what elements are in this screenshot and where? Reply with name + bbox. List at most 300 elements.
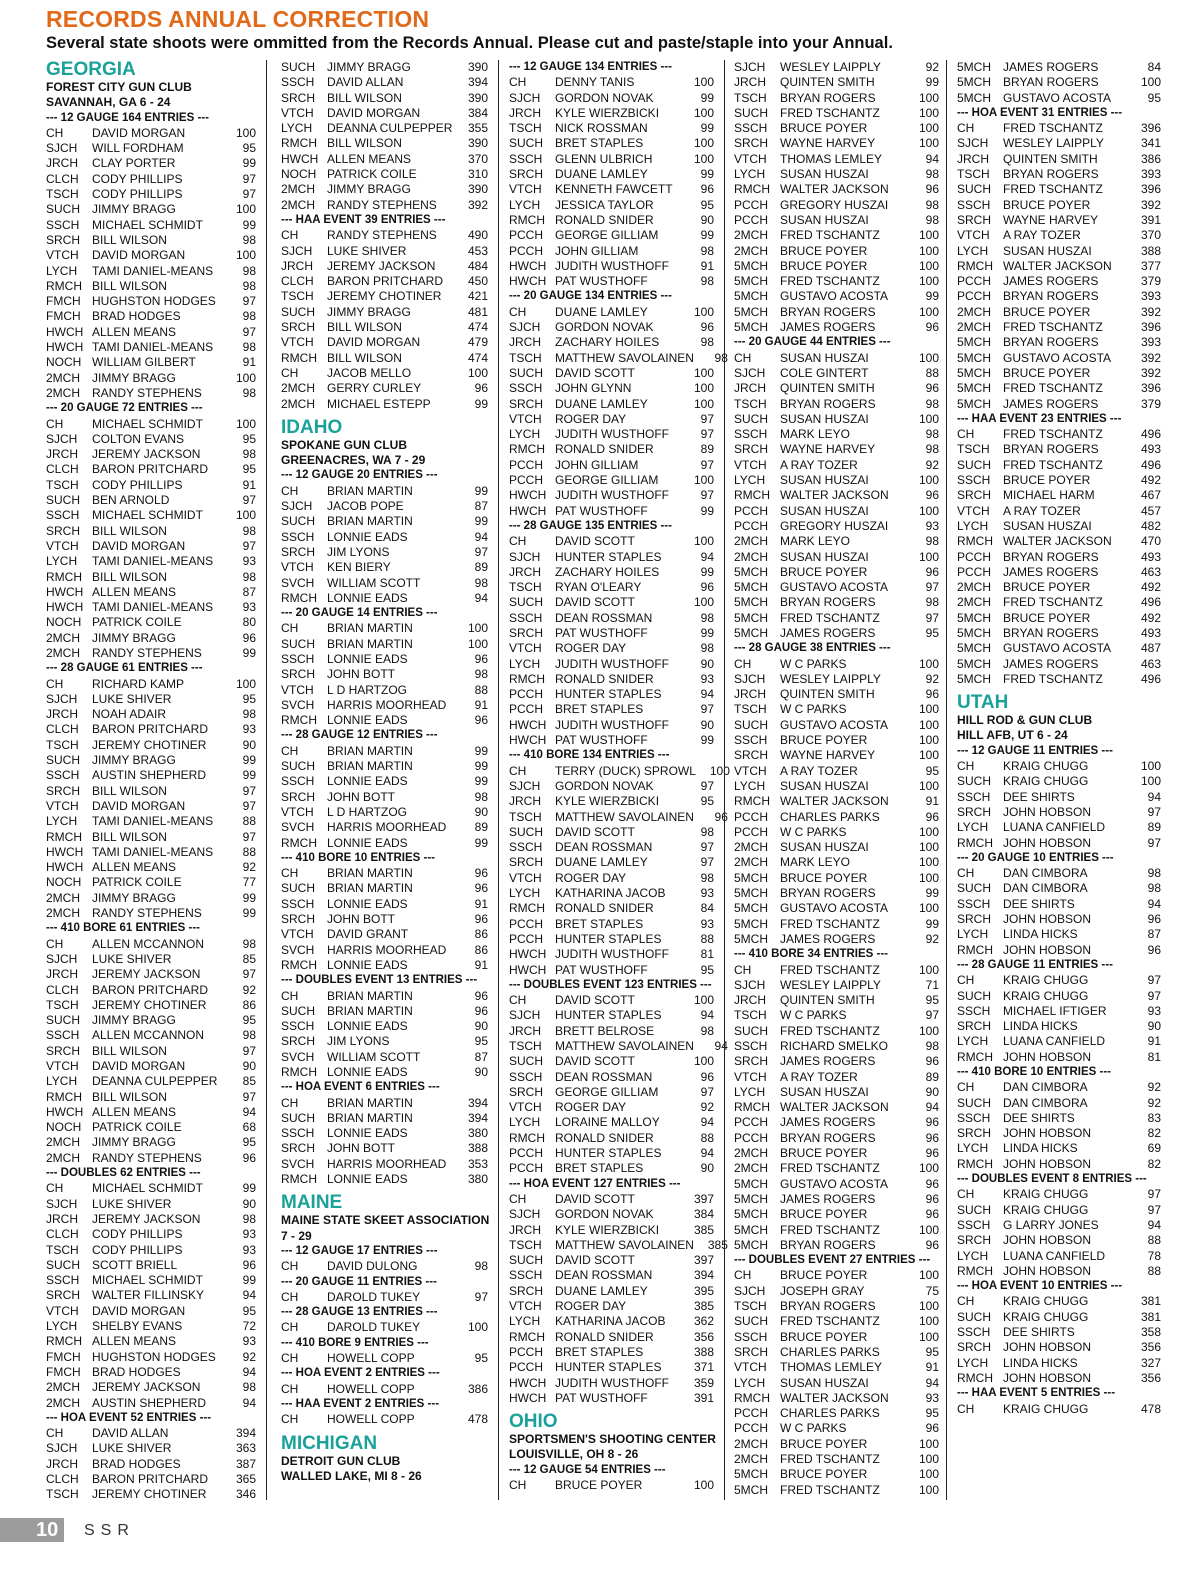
result-row (957, 519, 1161, 534)
result-row (281, 1004, 488, 1019)
class-code: SVCH (281, 697, 315, 712)
shooter-name: GUSTAVO ACOSTA (780, 580, 889, 595)
score: 98 (925, 427, 939, 442)
class-code: 2MCH (734, 228, 769, 243)
class-code: SUCH (957, 1095, 992, 1110)
shooter-name: BRYAN ROGERS (1003, 442, 1099, 457)
shooter-name: JUDITH WUSTHOFF (555, 488, 669, 503)
score: 346 (235, 1487, 256, 1502)
shooter-name: BEN ARNOLD (92, 493, 170, 508)
shooter-name: WESLEY LAIPPLY (1003, 136, 1104, 151)
shooter-name: PATRICK COILE (327, 167, 417, 182)
class-code: PCCH (509, 1146, 544, 1161)
result-row (46, 799, 256, 814)
club-info: SAVANNAH, GA 6 - 24 (46, 95, 171, 110)
score: 97 (1147, 973, 1161, 988)
score: 100 (467, 1320, 488, 1335)
shooter-name: KATHARINA JACOB (555, 1314, 666, 1329)
score: 394 (235, 1426, 256, 1441)
shooter-name: MATTHEW SAVOLAINEN (555, 809, 694, 824)
score: 100 (918, 243, 939, 258)
score: 394 (693, 1268, 714, 1283)
result-row (281, 1019, 488, 1034)
class-code: RMCH (957, 258, 993, 273)
shooter-name: KYLE WIERZBICKI (555, 105, 660, 120)
class-code: PCCH (734, 197, 769, 212)
shooter-name: A RAY TOZER (780, 1069, 858, 1084)
class-code: SRCH (957, 1340, 992, 1355)
score: 91 (474, 896, 488, 911)
shooter-name: GLENN ULBRICH (555, 151, 653, 166)
class-code: LYCH (509, 656, 541, 671)
score: 95 (1147, 90, 1161, 105)
result-row (734, 366, 939, 381)
result-row (281, 530, 488, 545)
result-row (957, 458, 1161, 473)
shooter-name: JOHN HOBSON (1003, 1340, 1092, 1355)
result-row (46, 1181, 256, 1196)
class-code: SRCH (957, 1126, 992, 1141)
result-row (509, 1314, 714, 1329)
shooter-name: BILL WILSON (92, 829, 167, 844)
shooter-name: RANDY STEPHENS (92, 906, 202, 921)
class-code: LYCH (957, 518, 989, 533)
shooter-name: JEREMY CHOTINER (92, 737, 207, 752)
result-row (509, 917, 714, 932)
result-row (957, 167, 1161, 182)
result-row (957, 943, 1161, 958)
result-row (509, 809, 728, 825)
class-code: 5MCH (957, 656, 992, 671)
score: 479 (467, 335, 488, 350)
score: 94 (1147, 789, 1161, 804)
shooter-name: GUSTAVO ACOSTA (780, 1176, 889, 1191)
score: 97 (242, 829, 256, 844)
class-code: SSCH (509, 1268, 543, 1283)
result-row (509, 779, 714, 794)
shooter-name: BRIAN MARTIN (327, 759, 413, 774)
result-row (281, 1157, 488, 1172)
class-code: CH (281, 1095, 299, 1110)
class-code: 2MCH (46, 1395, 81, 1410)
result-row (734, 351, 939, 366)
shooter-name: BRUCE POYER (1003, 197, 1091, 212)
shooter-name: DAVID ALLAN (327, 75, 404, 90)
class-code: SRCH (734, 1344, 769, 1359)
result-row (734, 289, 939, 304)
score: 97 (242, 538, 256, 553)
score: 96 (925, 1421, 939, 1436)
class-code: SSCH (46, 217, 80, 232)
footer-brand: SSR (84, 1522, 135, 1539)
state-heading: MICHIGAN (281, 1432, 378, 1454)
shooter-name: BRYAN ROGERS (1003, 549, 1099, 564)
score: 99 (925, 289, 939, 304)
score: 482 (1140, 518, 1161, 533)
shooter-name: LORAINE MALLOY (555, 1115, 660, 1130)
result-row (734, 60, 939, 75)
shooter-name: BRET STAPLES (555, 916, 644, 931)
shooter-name: JOHN BOTT (327, 789, 395, 804)
score: 384 (693, 1207, 714, 1222)
shooter-name: DAN CIMBORA (1003, 1095, 1088, 1110)
result-row (509, 167, 714, 182)
class-code: 5MCH (734, 901, 769, 916)
class-code: SUCH (957, 1202, 992, 1217)
score: 100 (693, 75, 714, 90)
class-code: CH (957, 973, 975, 988)
shooter-name: JOHN HOBSON (1003, 1370, 1092, 1385)
result-row (509, 1024, 714, 1039)
score: 95 (700, 197, 714, 212)
result-row (957, 1402, 1161, 1417)
result-row (509, 1299, 714, 1314)
result-row (734, 764, 939, 779)
shooter-name: BRYAN ROGERS (780, 886, 876, 901)
shooter-name: KYLE WIERZBICKI (555, 1222, 660, 1237)
class-code: HWCH (509, 258, 547, 273)
shooter-name: HARRIS MOORHEAD (327, 820, 447, 835)
score: 470 (1140, 534, 1161, 549)
result-row (46, 1365, 256, 1380)
result-row (509, 427, 714, 442)
class-code: 2MCH (46, 385, 81, 400)
class-code: 5MCH (734, 320, 769, 335)
score: 80 (242, 615, 256, 630)
column-divider (266, 60, 267, 1500)
shooter-name: ALLEN MEANS (92, 860, 177, 875)
class-code: RMCH (957, 835, 993, 850)
score: 96 (925, 687, 939, 702)
result-row (957, 366, 1161, 381)
result-row (734, 1483, 939, 1498)
class-code: CH (281, 1259, 299, 1274)
result-row (46, 1441, 256, 1456)
class-code: SJCH (46, 691, 78, 706)
result-row (281, 683, 488, 698)
club-info: GREENACRES, WA 7 - 29 (281, 453, 426, 468)
result-row (957, 305, 1161, 320)
score: 393 (1140, 167, 1161, 182)
shooter-name: WESLEY LAIPPLY (780, 977, 881, 992)
class-code: LYCH (509, 1115, 541, 1130)
result-row (46, 279, 256, 294)
class-code: SUCH (281, 514, 316, 529)
class-code: LYCH (734, 778, 766, 793)
score: 99 (925, 886, 939, 901)
shooter-name: LONNIE EADS (327, 529, 408, 544)
result-row (734, 1360, 939, 1375)
class-code: VTCH (281, 682, 314, 697)
result-row (281, 152, 488, 167)
event-header: --- HOA EVENT 2 ENTRIES --- (281, 1367, 440, 1380)
class-code: TSCH (734, 1008, 767, 1023)
result-row (509, 412, 714, 427)
result-row (509, 1478, 714, 1493)
shooter-name: BILL WILSON (92, 783, 167, 798)
result-row (734, 1192, 939, 1207)
class-code: CH (281, 988, 299, 1003)
score: 392 (467, 197, 488, 212)
result-row (734, 810, 939, 825)
result-row (509, 611, 714, 626)
score: 93 (925, 1390, 939, 1405)
shooter-name: HARRIS MOORHEAD (327, 1156, 447, 1171)
score: 87 (1147, 927, 1161, 942)
shooter-name: JUDITH WUSTHOFF (555, 1375, 669, 1390)
score: 96 (925, 1207, 939, 1222)
class-code: RMCH (509, 442, 545, 457)
score: 99 (925, 916, 939, 931)
result-row (46, 447, 256, 462)
class-code: SUCH (281, 304, 316, 319)
shooter-name: RYAN O'LEARY (555, 580, 642, 595)
result-row (734, 1421, 939, 1436)
result-row (509, 228, 714, 243)
result-row (46, 202, 256, 217)
score: 95 (242, 1135, 256, 1150)
class-code: SRCH (734, 748, 769, 763)
score: 96 (474, 866, 488, 881)
score: 392 (1140, 350, 1161, 365)
class-code: 5MCH (734, 564, 769, 579)
shooter-name: LUKE SHIVER (92, 691, 172, 706)
score: 496 (1140, 595, 1161, 610)
shooter-name: DEE SHIRTS (1003, 789, 1075, 804)
class-code: SUCH (46, 1257, 81, 1272)
score: 90 (474, 1065, 488, 1079)
shooter-name: KRAIG CHUGG (1003, 1401, 1089, 1416)
shooter-name: KRAIG CHUGG (1003, 1187, 1089, 1202)
score: 96 (925, 488, 939, 503)
result-row (957, 973, 1161, 988)
result-row (734, 381, 939, 396)
result-row (957, 244, 1161, 259)
shooter-name: DUANE LAMLEY (555, 396, 648, 411)
class-code: SSCH (734, 733, 768, 748)
shooter-name: BRUCE POYER (780, 243, 868, 258)
result-row (957, 672, 1161, 687)
score: 91 (242, 477, 256, 492)
shooter-name: LONNIE EADS (327, 957, 408, 972)
shooter-name: RICHARD KAMP (92, 676, 185, 691)
score: 100 (918, 656, 939, 671)
shooter-name: KYLE WIERZBICKI (555, 794, 660, 809)
score: 84 (700, 901, 714, 916)
class-code: SJCH (509, 90, 541, 105)
class-code: JRCH (957, 151, 989, 166)
shooter-name: BRAD HODGES (92, 1364, 181, 1379)
shooter-name: JOHN HOBSON (1003, 804, 1092, 819)
score: 385 (693, 1222, 714, 1237)
result-row (281, 774, 488, 789)
result-row (509, 198, 714, 213)
result-row (509, 1192, 714, 1207)
result-row (46, 141, 256, 156)
result-row (957, 866, 1161, 881)
result-row (46, 508, 256, 523)
shooter-name: ALLEN MEANS (92, 324, 177, 339)
shooter-name: NICK ROSSMAN (555, 121, 648, 136)
shooter-name: PATRICK COILE (92, 875, 182, 890)
class-code: CH (46, 1426, 64, 1441)
score: 386 (1140, 151, 1161, 166)
shooter-name: MARK LEYO (780, 427, 851, 442)
score: 89 (474, 560, 488, 575)
shooter-name: WALTER JACKSON (1003, 258, 1112, 273)
score: 92 (925, 60, 939, 74)
result-row (957, 152, 1161, 167)
score: 390 (467, 136, 488, 151)
class-code: CH (46, 1181, 64, 1196)
score: 100 (918, 901, 939, 916)
score: 391 (1140, 212, 1161, 227)
score: 97 (242, 171, 256, 186)
score: 97 (1147, 804, 1161, 819)
shooter-name: W C PARKS (780, 702, 847, 717)
result-row (734, 244, 939, 259)
result-row (281, 836, 488, 851)
score: 99 (700, 564, 714, 579)
class-code: 5MCH (734, 931, 769, 946)
score: 100 (918, 1482, 939, 1497)
score: 99 (700, 733, 714, 748)
result-row (509, 1131, 714, 1146)
shooter-name: ALLEN MEANS (327, 151, 412, 166)
result-row (509, 274, 714, 289)
result-row (46, 1197, 256, 1212)
class-code: 5MCH (957, 641, 992, 656)
result-row (46, 952, 256, 967)
shooter-name: JOHN HOBSON (1003, 1049, 1092, 1064)
shooter-name: THOMAS LEMLEY (780, 151, 883, 166)
shooter-name: FRED TSCHANTZ (780, 1452, 880, 1467)
class-code: SSCH (509, 1069, 543, 1084)
score: 99 (474, 396, 488, 411)
shooter-name: TAMI DANIEL-MEANS (92, 554, 214, 569)
score: 90 (242, 1059, 256, 1073)
shooter-name: DAVID SCOTT (555, 1191, 635, 1206)
score: 100 (918, 962, 939, 977)
shooter-name: BILL WILSON (327, 350, 402, 365)
class-code: 5MCH (734, 1191, 769, 1206)
score: 390 (467, 90, 488, 105)
shooter-name: PAT WUSTHOFF (555, 962, 648, 977)
class-code: SJCH (509, 778, 541, 793)
class-code: SRCH (509, 1283, 544, 1298)
class-code: CH (957, 866, 975, 881)
result-row (734, 718, 939, 733)
class-code: SRCH (281, 789, 316, 804)
score: 68 (242, 1120, 256, 1135)
result-row (281, 228, 488, 243)
result-row (734, 1314, 939, 1329)
shooter-name: A RAY TOZER (1003, 503, 1081, 518)
class-code: 5MCH (734, 886, 769, 901)
class-code: 2MCH (734, 1161, 769, 1176)
score: 88 (1147, 1263, 1161, 1278)
class-code: JRCH (509, 105, 541, 120)
shooter-name: LONNIE EADS (327, 835, 408, 850)
result-row (734, 702, 939, 717)
result-row (46, 615, 256, 630)
class-code: SUCH (509, 1054, 544, 1069)
result-row (46, 1074, 256, 1089)
shooter-name: WILLIAM GILBERT (92, 355, 196, 370)
shooter-name: JEREMY CHOTINER (327, 289, 442, 304)
score: 96 (1147, 912, 1161, 927)
class-code: 2MCH (734, 243, 769, 258)
score: 90 (700, 1161, 714, 1176)
score: 100 (918, 748, 939, 763)
shooter-name: JOHN GLYNN (555, 381, 632, 396)
result-row (957, 641, 1161, 656)
score: 98 (700, 243, 714, 258)
score: 97 (700, 840, 714, 855)
shooter-name: DEE SHIRTS (1003, 1325, 1075, 1340)
result-row (734, 855, 939, 870)
shooter-name: JOHN HOBSON (1003, 1156, 1092, 1171)
score: 100 (918, 1161, 939, 1176)
result-row (281, 397, 488, 412)
score: 100 (918, 350, 939, 365)
result-row (509, 259, 714, 274)
class-code: 5MCH (734, 1176, 769, 1191)
score: 100 (918, 503, 939, 518)
result-row (957, 1034, 1161, 1049)
result-row (734, 1467, 939, 1482)
score: 94 (700, 1146, 714, 1161)
score: 380 (467, 1126, 488, 1141)
class-code: SJCH (46, 1196, 78, 1211)
score: 92 (1147, 1080, 1161, 1095)
score: 100 (918, 228, 939, 243)
result-row (281, 366, 488, 381)
score: 92 (242, 1349, 256, 1364)
score: 97 (242, 967, 256, 982)
class-code: SUCH (957, 457, 992, 472)
score: 97 (1147, 835, 1161, 850)
shooter-name: BRIAN MARTIN (327, 988, 413, 1003)
class-code: JRCH (46, 707, 78, 722)
shooter-name: HUGHSTON HODGES (92, 294, 216, 309)
shooter-name: DAVID MORGAN (327, 105, 421, 120)
score: 97 (242, 493, 256, 508)
score: 96 (474, 381, 488, 396)
class-code: VTCH (509, 411, 542, 426)
class-code: VTCH (46, 1059, 79, 1073)
score: 94 (474, 529, 488, 544)
shooter-name: W C PARKS (780, 1421, 847, 1436)
shooter-name: JAMES ROGERS (1003, 564, 1099, 579)
club-info: SPOKANE GUN CLUB (281, 437, 408, 452)
score: 358 (1140, 1325, 1161, 1340)
score: 97 (1147, 988, 1161, 1003)
result-row (957, 1080, 1161, 1095)
shooter-name: SUSAN HUSZAI (780, 350, 869, 365)
class-code: 5MCH (734, 1237, 769, 1252)
result-row (734, 1054, 939, 1069)
result-row (734, 274, 939, 289)
class-code: NOCH (46, 875, 82, 890)
score: 95 (242, 431, 256, 446)
shooter-name: BRYAN ROGERS (780, 1299, 876, 1314)
class-code: RMCH (509, 212, 545, 227)
event-header: --- HOA EVENT 6 ENTRIES --- (281, 1081, 440, 1094)
results-column-4 (734, 60, 939, 1498)
class-code: LYCH (957, 927, 989, 942)
class-code: RMCH (281, 713, 317, 728)
